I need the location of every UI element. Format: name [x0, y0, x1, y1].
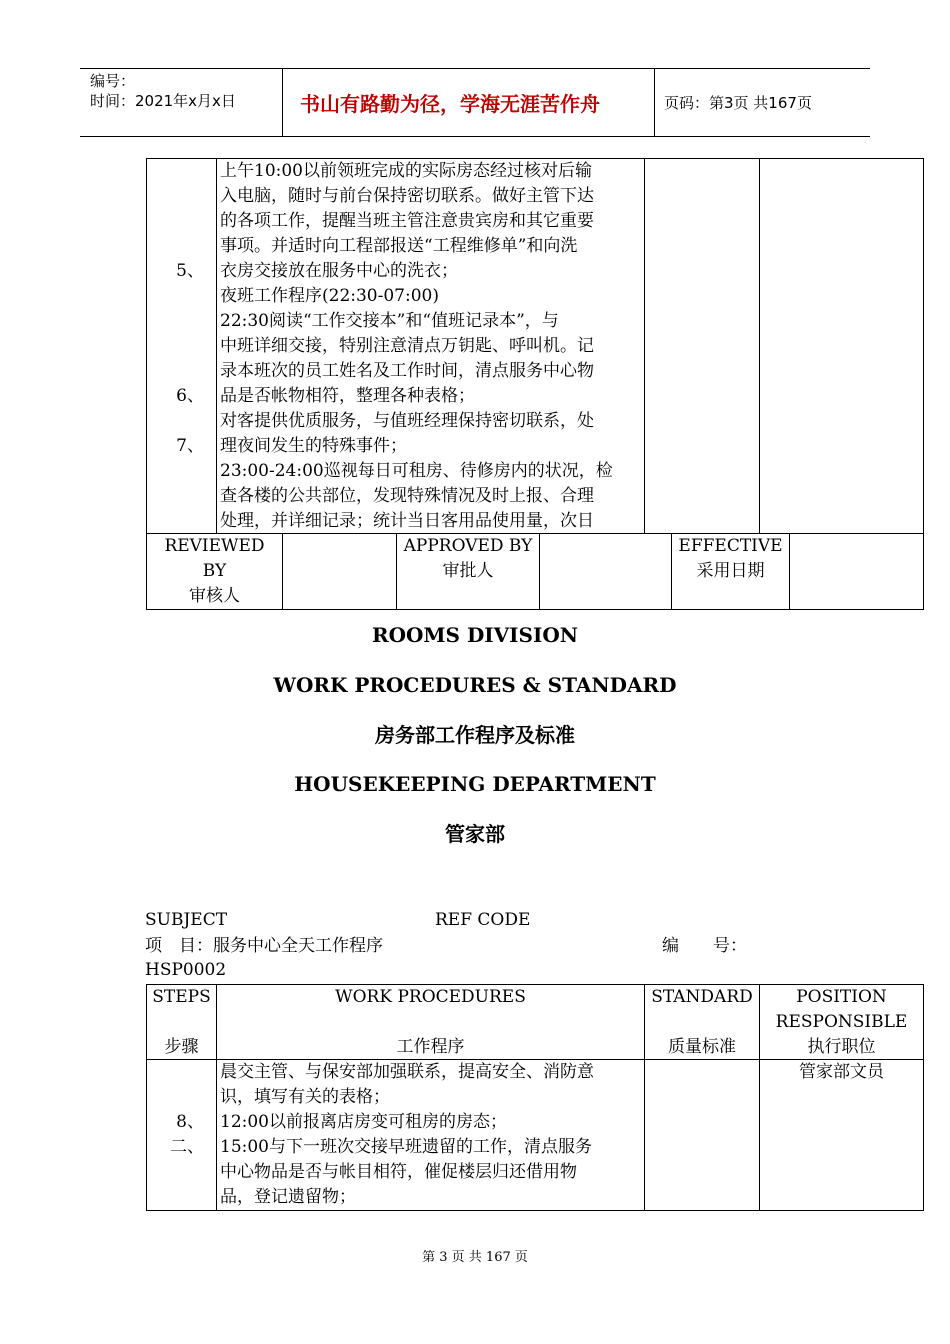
approved-by-cell [397, 534, 540, 610]
procedure-line: 12:00以前报离店房变可租房的房态； [220, 1112, 507, 1132]
procedure-line: 15:00与下一班次交接早班遗留的工作，清点服务 [220, 1137, 592, 1157]
ref-code-value: HSP0002 [145, 960, 227, 980]
procedure-line: 夜班工作程序(22:30-07:00) [220, 286, 439, 306]
position-value: 管家部文员 [799, 1062, 884, 1082]
procedure-line: 事项。并适时向工程部报送“工程维修单”和向洗 [220, 236, 578, 256]
procedure-line: 入电脑，随时与前台保持密切联系。做好主管下达 [220, 186, 594, 206]
approval-table [146, 533, 924, 610]
header-top-rule [80, 68, 870, 69]
ref-code-cn-label: 编 号： [662, 936, 747, 956]
header-position-en: POSITION RESPONSIBLE [775, 987, 908, 1032]
effective-value [790, 534, 924, 610]
top-standard-cell [645, 159, 760, 534]
header-standard-en: STANDARD [651, 987, 753, 1007]
bottom-standard-cell [645, 1060, 760, 1211]
step-label: 7、 [176, 436, 204, 456]
header-divider-left [282, 68, 283, 136]
procedure-line: 晨交主管、与保安部加强联系，提高安全、消防意 [220, 1062, 594, 1082]
header-procedures-en: WORK PROCEDURES [335, 987, 526, 1007]
bottom-position-cell [760, 1060, 924, 1211]
header-page-label: 页码：第3页 共167页 [664, 94, 812, 112]
top-procedures-cell [217, 159, 645, 534]
header-steps [147, 985, 217, 1060]
procedure-line: 对客提供优质服务，与值班经理保持密切联系，处 [220, 411, 594, 431]
top-steps-cell [147, 159, 217, 534]
subject-label: SUBJECT [145, 910, 228, 930]
step-label: 二、 [170, 1137, 204, 1157]
division-title: ROOMS DIVISION [371, 623, 579, 647]
step-label: 5、 [176, 261, 204, 281]
procedure-line: 23:00-24:00巡视每日可租房、待修房内的状况，检 [220, 461, 613, 481]
procedures-title-cn: 房务部工作程序及标准 [375, 723, 575, 747]
header-procedures-cn: 工作程序 [396, 1037, 465, 1057]
step-label: 6、 [176, 386, 204, 406]
approved-by-value [540, 534, 672, 610]
procedure-line: 22:30阅读“工作交接本”和“值班记录本”，与 [220, 311, 559, 331]
procedure-line: 品是否帐物相符，整理各种表格； [220, 386, 475, 406]
effective-cell [672, 534, 790, 610]
top-position-cell [760, 159, 924, 534]
procedure-line: 中心物品是否与帐目相符，催促楼层归还借用物 [220, 1162, 577, 1182]
header-position [760, 985, 924, 1060]
header-procedures [217, 985, 645, 1060]
top-procedure-table [146, 158, 924, 534]
procedure-line: 理夜间发生的特殊事件； [220, 436, 407, 456]
header-steps-en: STEPS [152, 987, 211, 1007]
reviewed-by-cell [147, 534, 283, 610]
effective-cn: 采用日期 [696, 561, 765, 581]
page-footer: 第 3 页 共 167 页 [422, 1250, 528, 1265]
procedure-line: 品，登记遗留物； [220, 1187, 356, 1207]
procedure-line: 上午10:00以前领班完成的实际房态经过核对后输 [220, 161, 592, 181]
header-position-cn: 执行职位 [807, 1037, 876, 1057]
procedure-line: 的各项工作，提醒当班主管注意贵宾房和其它重要 [220, 211, 594, 231]
reviewed-by-cn: 审核人 [189, 586, 240, 606]
bottom-procedures-cell [217, 1060, 645, 1211]
bottom-procedure-table [146, 984, 924, 1211]
header-standard [645, 985, 760, 1060]
department-title: HOUSEKEEPING DEPARTMENT [294, 772, 656, 796]
procedure-line: 识，填写有关的表格； [220, 1087, 390, 1107]
header-time-label: 时间：2021年x月x日 [90, 92, 236, 110]
reviewed-by-value [283, 534, 397, 610]
procedure-line: 处理，并详细记录；统计当日客用品使用量，次日 [220, 511, 594, 531]
approved-by-en: APPROVED BY [403, 536, 533, 556]
bottom-steps-cell [147, 1060, 217, 1211]
header-steps-cn: 步骤 [164, 1037, 199, 1057]
procedures-title: WORK PROCEDURES & STANDARD [273, 673, 677, 697]
procedure-line: 查各楼的公共部位，发现特殊情况及时上报、合理 [220, 486, 594, 506]
header-standard-cn: 质量标准 [668, 1037, 736, 1057]
department-title-cn: 管家部 [445, 822, 505, 846]
subject-value: 项 目：服务中心全天工作程序 [145, 936, 383, 956]
procedure-line: 衣房交接放在服务中心的洗衣； [220, 261, 458, 281]
header-motto: 书山有路勤为径，学海无涯苦作舟 [300, 92, 600, 116]
reviewed-by-en: REVIEWED BY [164, 536, 265, 581]
ref-code-label: REF CODE [435, 910, 531, 930]
step-label: 8、 [176, 1112, 204, 1132]
header-number-label: 编号： [90, 72, 136, 90]
effective-en: EFFECTIVE [678, 536, 783, 556]
header-bottom-rule [80, 136, 870, 137]
procedure-line: 中班详细交接，特别注意清点万钥匙、呼叫机。记 [220, 336, 594, 356]
header-divider-right [654, 68, 655, 136]
procedure-line: 录本班次的员工姓名及工作时间，清点服务中心物 [220, 361, 594, 381]
approved-by-cn: 审批人 [442, 561, 494, 581]
